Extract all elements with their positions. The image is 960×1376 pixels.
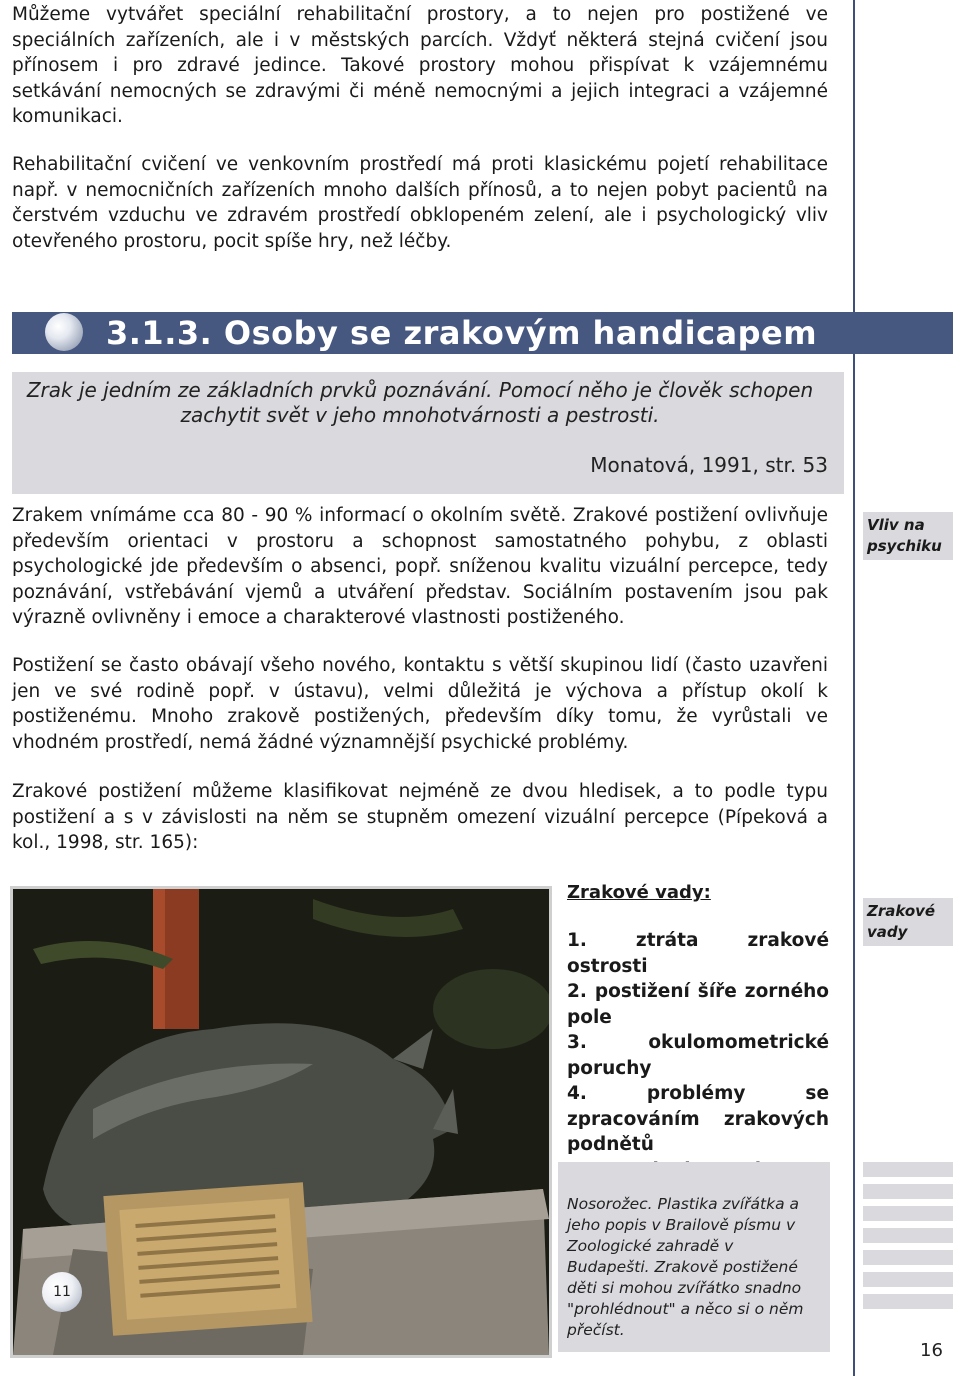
vady-item: 3. okulomometrické poruchy — [567, 1032, 829, 1079]
decorative-stripe — [863, 1272, 953, 1287]
vady-list — [567, 928, 829, 1183]
paragraph-classification: Zrakové postižení můžeme klasifikovat nejméně ze dvou hledisek, a to podle typu postižení a s v závislosti na něm se stupněm omezení vizuální percepce (Pípeková a kol., 1998, str. 165): — [12, 781, 828, 853]
page-vertical-rule — [853, 0, 855, 1376]
rhino-sculpture-photo — [10, 886, 552, 1358]
quote-text: Zrak je jedním ze základních prvků poznávání. Pomocí něho je člověk schopen zachytit svět v jeho mnohotvárnosti a pestrosti. — [26, 378, 814, 427]
sphere-bullet-icon — [45, 313, 83, 351]
vady-item: 1. ztráta zrakové ostrosti — [567, 930, 829, 977]
decorative-stripe — [863, 1184, 953, 1199]
decorative-stripe — [863, 1250, 953, 1265]
margin-note-zrakove-vady: Zrakové vady — [863, 898, 953, 946]
vady-heading: Zrakové vady: — [567, 882, 711, 903]
decorative-stripe — [863, 1228, 953, 1243]
paragraph-rehab-spaces: Můžeme vytvářet speciální rehabilitační prostory, a to nejen pro postižené ve speciálních zařízeních, ale i v městských parcích. Vždyť některá stejná cvičení jsou přínosem i pro zdravé jedince. Takové prostory mohou přispívat k vzájemnému setkávání nemocných se zdravými či méně nemocnými a jejich integraci a vzájemné komunikaci. — [12, 4, 828, 127]
margin-note-psychika: Vliv na psychiku — [863, 512, 953, 560]
decorative-stripe — [863, 1294, 953, 1309]
paragraph-fear-new: Postižení se často obávají všeho nového, kontaktu s větší skupinou lidí (často uzavřeni jen ve své rodině popř. v ústavu), velmi důležitá je výchova a přístup okolí k postiženému. Mnoho zrakově postižených, především díky tomu, že vyrůstali ve vhodném prostředí, nemá žádné významnější psychické problémy. — [12, 655, 828, 753]
section-heading: 3.1.3. Osoby se zrakovým handicapem — [106, 314, 818, 352]
figure-number-badge: 11 — [42, 1272, 82, 1312]
quote-citation: Monatová, 1991, str. 53 — [590, 453, 828, 477]
decorative-stripe — [863, 1162, 953, 1177]
paragraph-outdoor-rehab: Rehabilitační cvičení ve venkovním prostředí má proti klasickému pojetí rehabilitace např. v nemocničních zařízeních mnoho dalších přínosů, a to nejen pobyt pacientů na čerstvém vzduchu ve zdravém prostředí obklopeném zelení, ale i psychologický vliv otevřeného prostoru, pocit spíše hry, než léčby. — [12, 154, 828, 252]
figure-caption: Nosorožec. Plastika zvířátka a jeho popis v Brailově písmu v Zoologické zahradě v Budapešti. Zrakově postižené děti si mohou zvířátko snadno "prohlédnout" a něco si o něm přečíst. — [567, 1195, 804, 1339]
decorative-stripe — [863, 1206, 953, 1221]
vady-item: 2. postižení šíře zorného pole — [567, 981, 829, 1028]
rhino-photo-illustration — [13, 889, 549, 1355]
paragraph-vision-info: Zrakem vnímáme cca 80 - 90 % informací o okolním světě. Zrakové postižení ovlivňuje především orientaci v prostoru a schopnost samostatného pohybu, z oblasti psychologické jde především o absenci, popř. sníženou kvalitu vizuální percepce, tedy poznávání, vstřebávání vjemů a utváření představ. Sociálním postavením jsou pak výrazně ovlivněny i emoce a charakterové vlastnosti postiženého. — [12, 505, 828, 628]
vady-item: 4. problémy se zpracováním zrakových podnětů — [567, 1083, 829, 1155]
page-number: 16 — [920, 1340, 943, 1361]
